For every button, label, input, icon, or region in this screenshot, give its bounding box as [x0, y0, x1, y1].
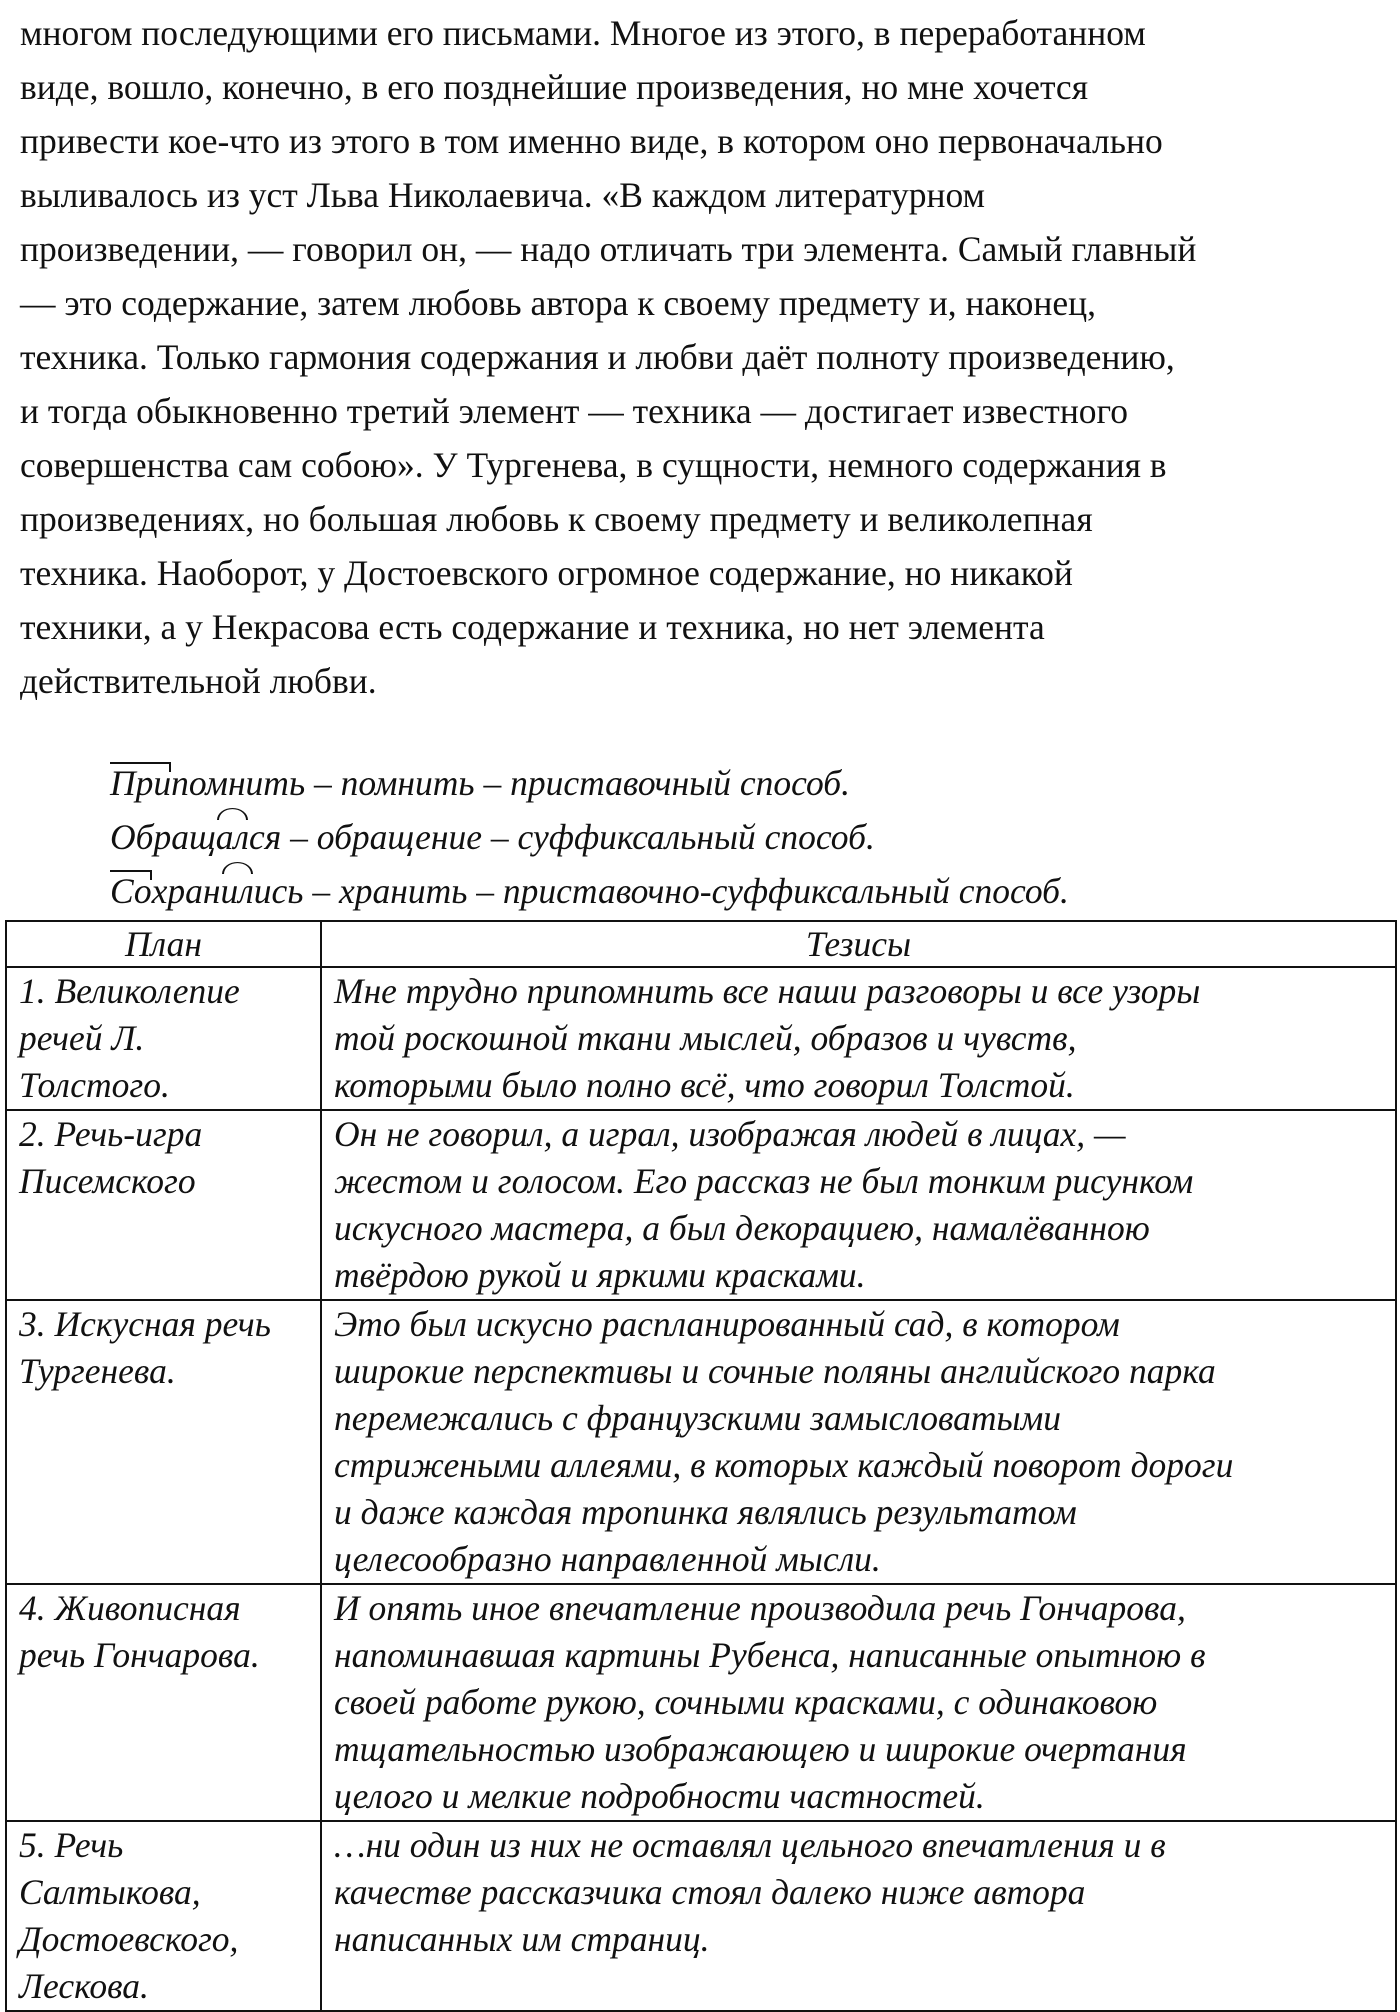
word-formation-examples [110, 756, 1360, 918]
table-row [6, 1821, 1396, 2011]
theses-line: Это был искусно распланированный сад, в котором [334, 1304, 1120, 1344]
paragraph-line: техники, а у Некрасова есть содержание и техника, но нет элемента [20, 607, 1045, 647]
theses-line: искусного мастера, а был декорациею, намалёванною [334, 1208, 1150, 1248]
theses-line: той роскошной ткани мыслей, образов и чувств, [334, 1018, 1077, 1058]
plan-line: Толстого. [19, 1065, 170, 1105]
paragraph-line: совершенства сам собою». У Тургенева, в сущности, немного содержания в [20, 445, 1167, 485]
paragraph-line: и тогда обыкновенно третий элемент — техника — достигает известного [20, 391, 1128, 431]
theses-line: жестом и голосом. Его рассказ не был тонким рисунком [334, 1161, 1194, 1201]
theses-line: качестве рассказчика стоял далеко ниже автора [334, 1872, 1086, 1912]
paragraph-line: техника. Наоборот, у Достоевского огромное содержание, но никакой [20, 553, 1073, 593]
paragraph-line: произведении, — говорил он, — надо отличать три элемента. Самый главный [20, 229, 1197, 269]
theses-line: стрижеными аллеями, в которых каждый поворот дороги [334, 1445, 1234, 1485]
theses-line: Мне трудно припомнить все наши разговоры и все узоры [334, 971, 1201, 1011]
theses-line: широкие перспективы и сочные поляны английского парка [334, 1351, 1216, 1391]
paragraph-line: произведениях, но большая любовь к своему предмету и великолепная [20, 499, 1093, 539]
plan-cell [6, 1300, 321, 1584]
theses-cell [321, 1584, 1396, 1821]
plan-line: 1. Великолепие [19, 971, 240, 1011]
plan-line: Лескова. [19, 1966, 149, 2006]
plan-line: Тургенева. [19, 1351, 176, 1391]
theses-line: твёрдою рукой и яркими красками. [334, 1255, 866, 1295]
plan-line: 4. Живописная [19, 1588, 241, 1628]
theses-line: целого и мелкие подробности частностей. [334, 1776, 985, 1816]
header-theses: Тезисы [321, 921, 1396, 967]
word-part: помнить [171, 763, 306, 803]
table-row [6, 1584, 1396, 1821]
plan-line: Салтыкова, [19, 1872, 201, 1912]
example-explanation: – хранить – приставочно-суффиксальный способ. [303, 871, 1069, 911]
theses-cell [321, 1821, 1396, 2011]
paragraph-line: выливалось из уст Льва Николаевича. «В каждом литературном [20, 175, 985, 215]
word-part: Обращ [110, 817, 216, 857]
paragraph-line: действительной любви. [20, 661, 377, 701]
example-line-3 [110, 864, 1360, 918]
header-plan: План [6, 921, 321, 967]
table-row [6, 1300, 1396, 1584]
table-row [6, 1110, 1396, 1300]
theses-cell [321, 1300, 1396, 1584]
suffix-mark: ал [216, 810, 249, 864]
plan-line: Писемского [19, 1161, 196, 1201]
theses-line: перемежались с французскими замысловатыми [334, 1398, 1061, 1438]
word-part: ся [249, 817, 282, 857]
theses-line: целесообразно направленной мысли. [334, 1539, 881, 1579]
body-paragraph [20, 6, 1395, 708]
word-part: ись [253, 871, 304, 911]
suffix-mark: ил [221, 864, 254, 918]
theses-line: тщательностью изображающею и широкие очертания [334, 1729, 1187, 1769]
paragraph-line: виде, вошло, конечно, в его позднейшие произведения, но мне хочется [20, 67, 1089, 107]
theses-line: напоминавшая картины Рубенса, написанные опытною в [334, 1635, 1206, 1675]
plan-line: 3. Искусная речь [19, 1304, 271, 1344]
paragraph-line: многом последующими его письмами. Многое из этого, в переработанном [20, 13, 1146, 53]
plan-line: 5. Речь [19, 1825, 124, 1865]
plan-line: речь Гончарова. [19, 1635, 260, 1675]
word-part: хран [151, 871, 221, 911]
theses-line: своей работе рукою, сочными красками, с одинаковою [334, 1682, 1158, 1722]
theses-line: написанных им страниц. [334, 1919, 710, 1959]
plan-line: 2. Речь-игра [19, 1114, 203, 1154]
plan-line: Достоевского, [19, 1919, 239, 1959]
plan-cell [6, 967, 321, 1110]
plan-line: речей Л. [19, 1018, 145, 1058]
example-explanation: – помнить – приставочный способ. [305, 763, 851, 803]
paragraph-line: — это содержание, затем любовь автора к своему предмету и, наконец, [20, 283, 1097, 323]
prefix-mark: Со [110, 864, 152, 918]
example-line-1 [110, 756, 1360, 810]
prefix-mark: При [110, 756, 171, 810]
theses-line: …ни один из них не оставлял цельного впечатления и в [334, 1825, 1166, 1865]
example-explanation: – обращение – суффиксальный способ. [281, 817, 875, 857]
example-line-2 [110, 810, 1360, 864]
plan-cell [6, 1584, 321, 1821]
table-row [6, 967, 1396, 1110]
plan-cell [6, 1821, 321, 2011]
plan-theses-table [5, 920, 1397, 2012]
theses-line: которыми было полно всё, что говорил Толстой. [334, 1065, 1075, 1105]
theses-line: Он не говорил, а играл, изображая людей в лицах, — [334, 1114, 1126, 1154]
table-header-row [6, 921, 1396, 967]
theses-line: И опять иное впечатление производила речь Гончарова, [334, 1588, 1186, 1628]
theses-cell [321, 967, 1396, 1110]
theses-line: и даже каждая тропинка являлись результатом [334, 1492, 1077, 1532]
theses-cell [321, 1110, 1396, 1300]
plan-cell [6, 1110, 321, 1300]
paragraph-line: привести кое-что из этого в том именно виде, в котором оно первоначально [20, 121, 1163, 161]
paragraph-line: техника. Только гармония содержания и любви даёт полноту произведению, [20, 337, 1175, 377]
